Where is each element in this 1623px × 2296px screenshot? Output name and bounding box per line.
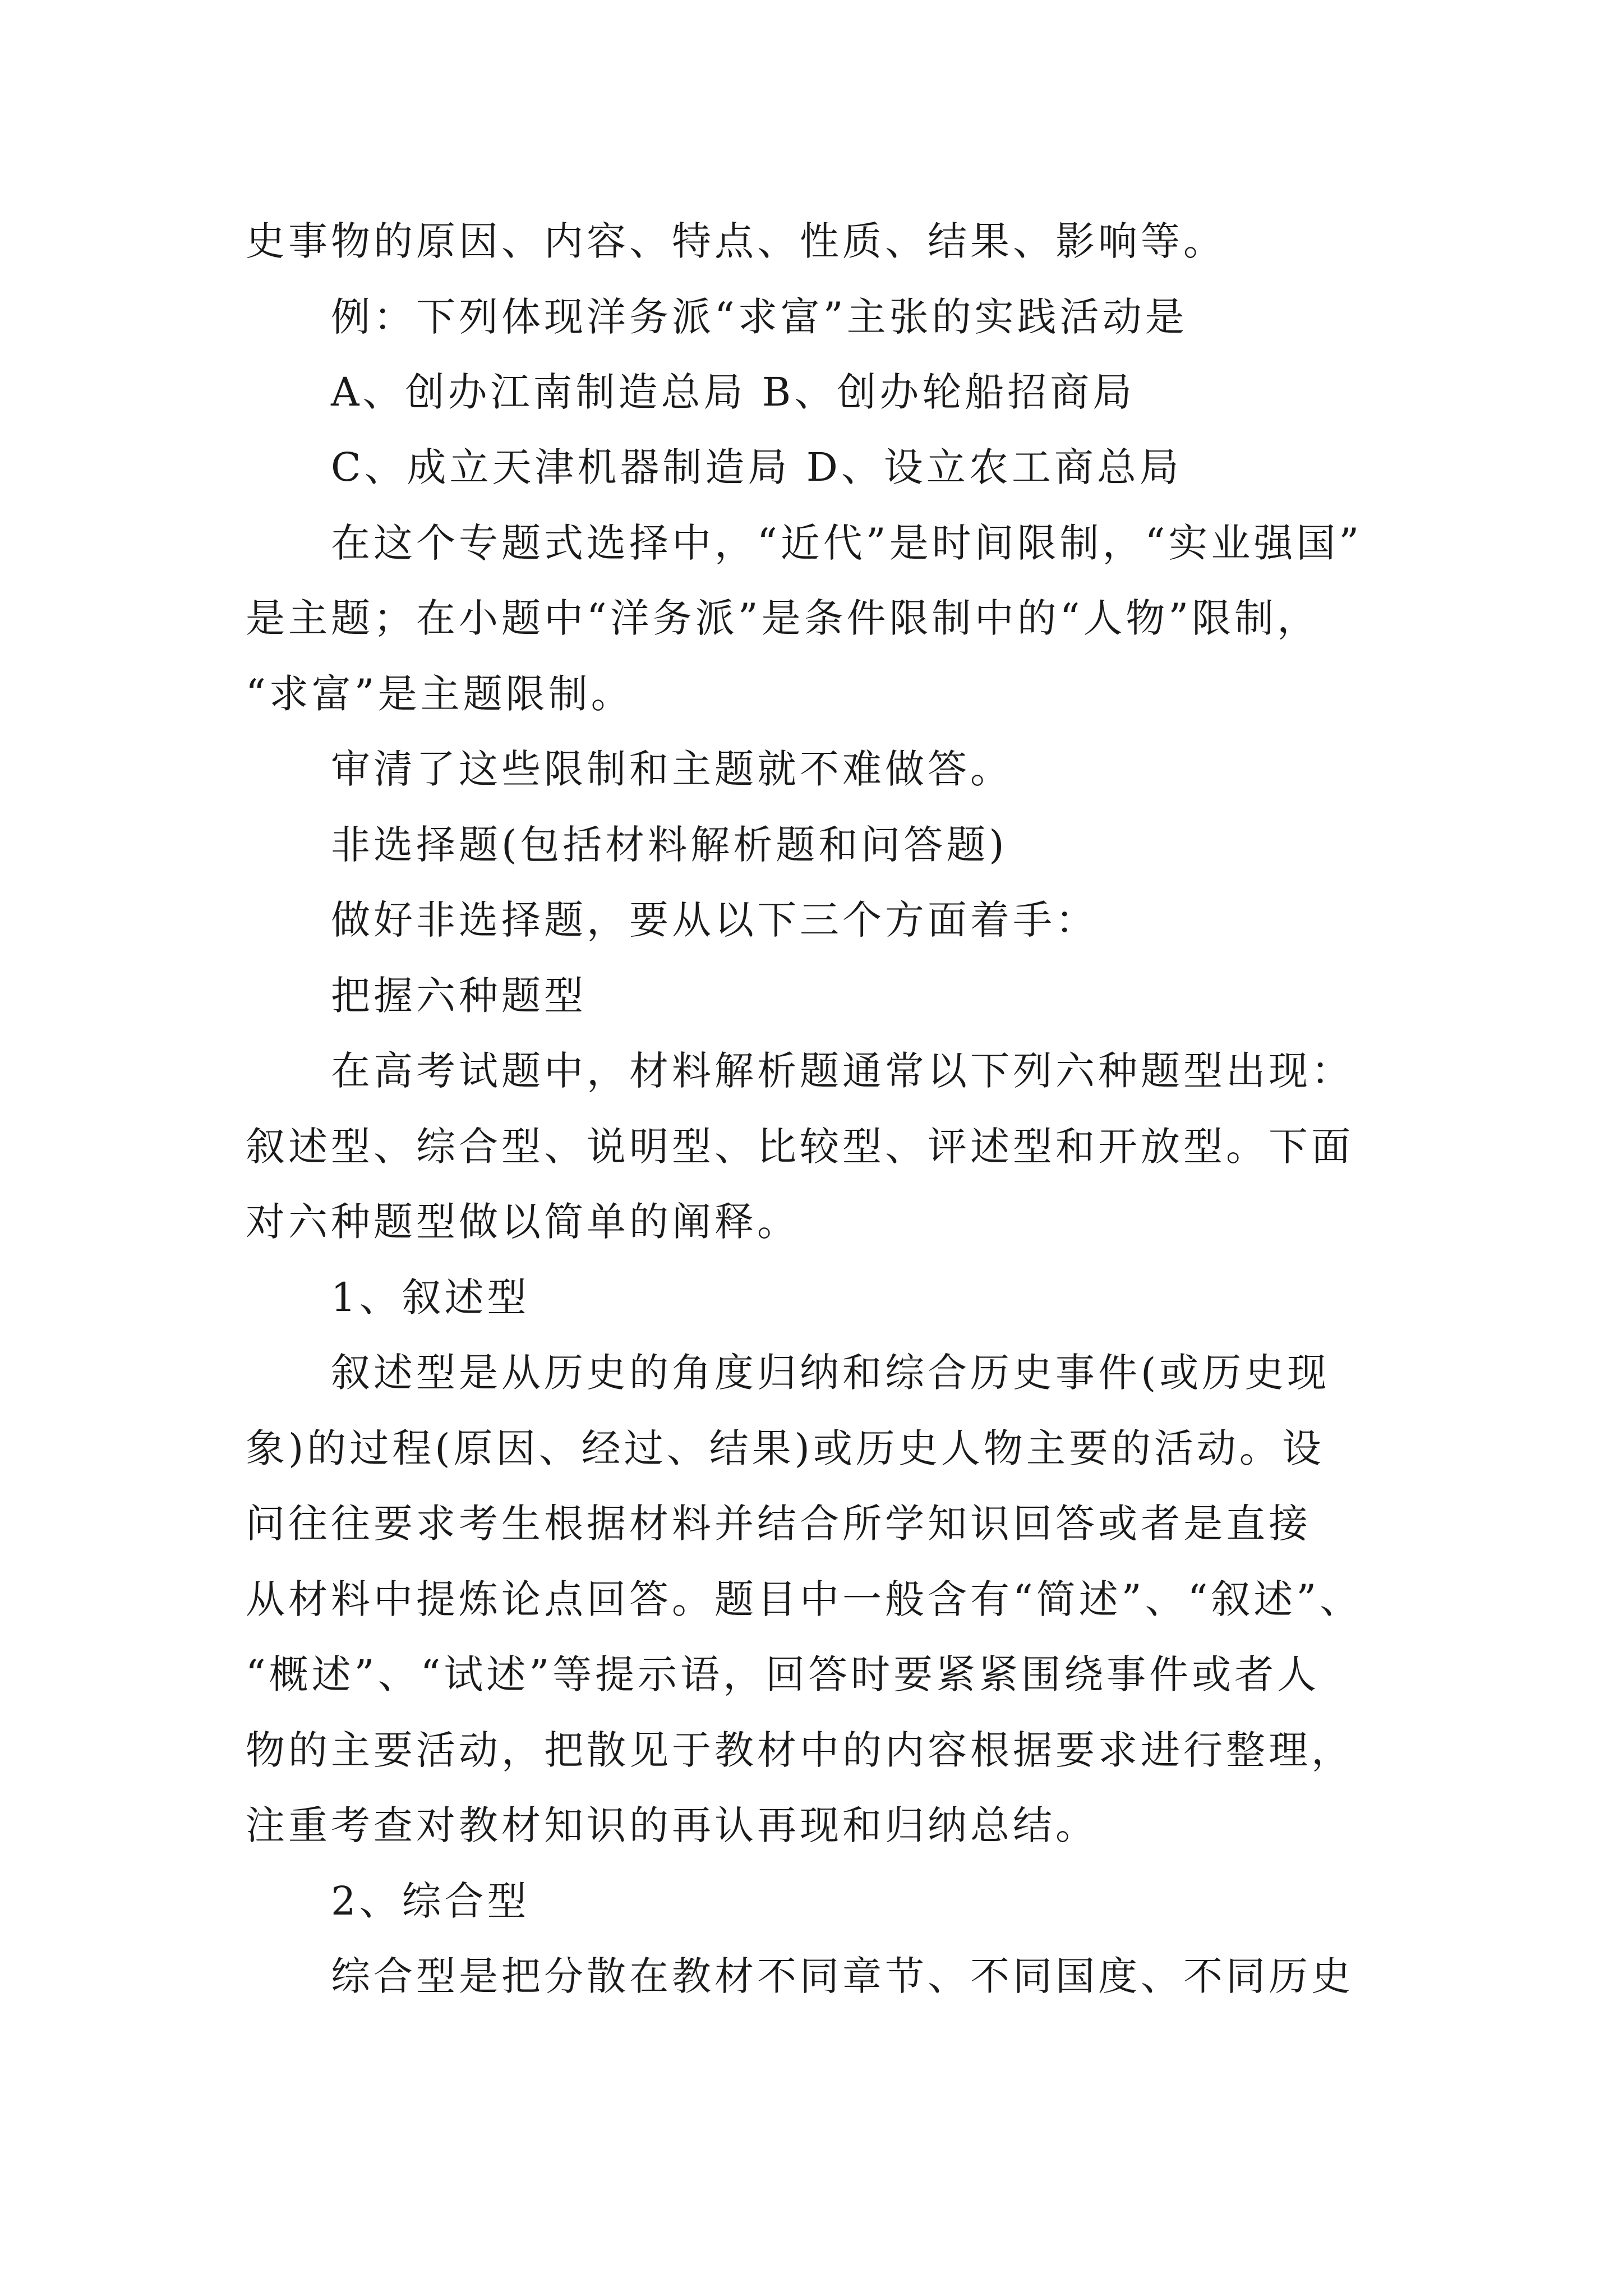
text-line: 从材料中提炼论点回答。题目中一般含有“简述”、“叙述”、 xyxy=(246,1576,1363,1622)
text-line: 在高考试题中，材料解析题通常以下列六种题型出现： xyxy=(331,1048,1354,1094)
text-line: 史事物的原因、内容、特点、性质、结果、影响等。 xyxy=(246,218,1226,264)
text-line: 综合型是把分散在教材不同章节、不同国度、不同历史 xyxy=(331,1953,1354,1999)
text-line: 对六种题型做以简单的阐释。 xyxy=(246,1199,800,1245)
text-line: 问往往要求考生根据材料并结合所学知识回答或者是直接 xyxy=(246,1501,1311,1547)
subsection-heading: 1、叙述型 xyxy=(331,1274,530,1320)
text-line: 在这个专题式选择中，“近代”是时间限制，“实业强国” xyxy=(331,520,1363,566)
subsection-heading: 2、综合型 xyxy=(331,1878,530,1924)
text-line: 审清了这些限制和主题就不难做答。 xyxy=(331,746,1013,792)
text-line: 注重考查对教材知识的再认再现和归纳总结。 xyxy=(246,1802,1098,1848)
option-line-cd: C、成立天津机器制造局 D、设立农工商总局 xyxy=(331,444,1182,490)
text-line: 做好非选择题，要从以下三个方面着手： xyxy=(331,897,1098,943)
text-line: 物的主要活动，把散见于教材中的内容根据要求进行整理， xyxy=(246,1727,1354,1773)
text-line: “求富”是主题限制。 xyxy=(246,671,634,717)
text-line: “概述”、“试述”等提示语，回答时要紧紧围绕事件或者人 xyxy=(246,1651,1320,1697)
section-heading: 把握六种题型 xyxy=(331,973,587,1019)
section-heading: 非选择题(包括材料解析题和问答题) xyxy=(331,822,1008,868)
text-line: 象)的过程(原因、经过、结果)或历史人物主要的活动。设 xyxy=(246,1425,1325,1471)
text-line: 叙述型是从历史的角度归纳和综合历史事件(或历史现 xyxy=(331,1350,1330,1396)
option-line-ab: A、创办江南制造总局 B、创办轮船招商局 xyxy=(331,369,1136,415)
text-line: 叙述型、综合型、说明型、比较型、评述型和开放型。下面 xyxy=(246,1124,1354,1170)
text-line: 是主题；在小题中“洋务派”是条件限制中的“人物”限制， xyxy=(246,595,1320,641)
example-question: 例：下列体现洋务派“求富”主张的实践活动是 xyxy=(331,294,1188,340)
